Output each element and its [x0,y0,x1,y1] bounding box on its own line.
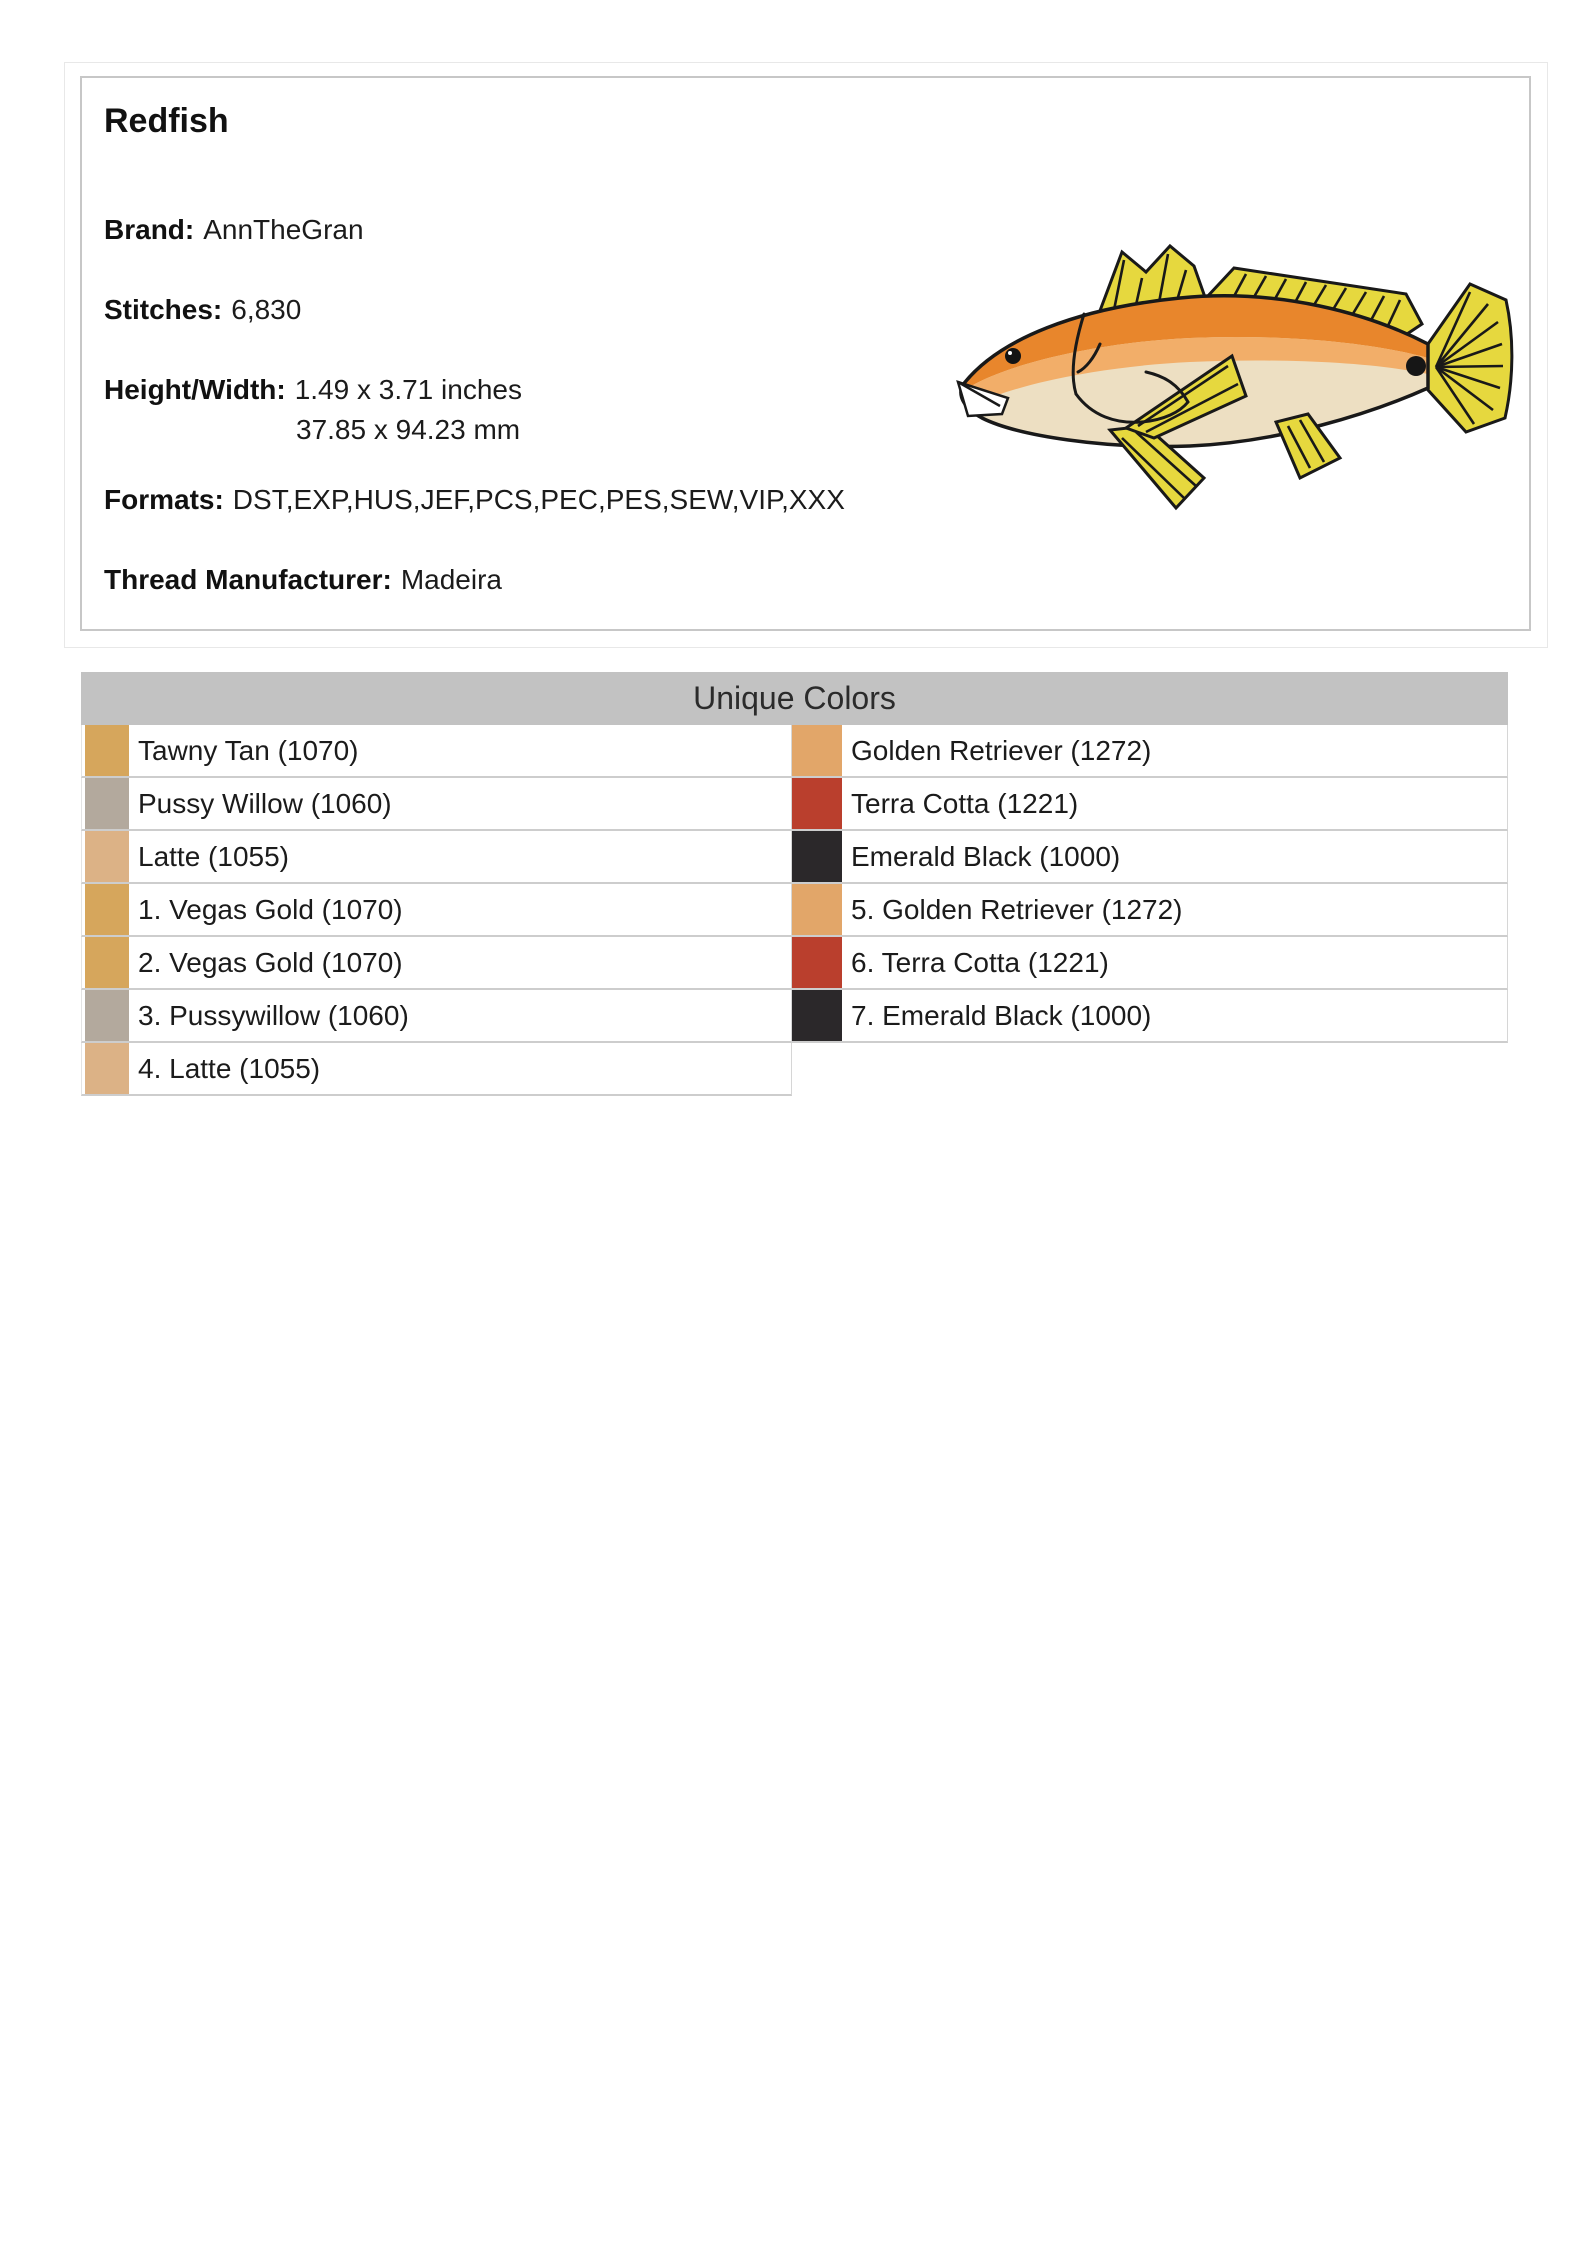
color-swatch [85,884,129,935]
color-swatch [85,725,129,776]
color-label: Emerald Black (1000) [851,841,1121,872]
color-swatch [85,778,129,829]
color-row [81,778,792,831]
color-swatch [792,884,842,935]
color-row [81,990,792,1043]
field-thread-manufacturer-value: Madeira [400,564,502,595]
field-formats [104,482,845,518]
color-swatch [792,990,842,1041]
field-stitches-value: 6,830 [231,294,302,325]
field-brand [104,212,364,248]
unique-colors-body [81,725,1508,1096]
color-row [81,937,792,990]
field-height-width [104,372,522,448]
color-label: Tawny Tan (1070) [138,735,359,766]
redfish-embroidery-image [950,226,1516,518]
color-row [792,778,1508,831]
field-stitches [104,292,301,328]
color-row [81,831,792,884]
field-stitches-label: Stitches: [104,294,223,325]
color-label: 4. Latte (1055) [138,1053,321,1084]
field-height-width-mm: 37.85 x 94.23 mm [296,414,521,445]
color-label: 2. Vegas Gold (1070) [138,947,403,978]
field-brand-value: AnnTheGran [203,214,364,245]
color-swatch [792,778,842,829]
color-label: 3. Pussywillow (1060) [138,1000,409,1031]
field-thread-manufacturer [104,562,502,598]
color-row [792,937,1508,990]
color-swatch [85,831,129,882]
color-swatch [85,990,129,1041]
color-row [792,990,1508,1043]
color-swatch [792,831,842,882]
unique-colors-table [81,672,1508,1096]
colors-column-left [81,725,792,1096]
color-row [792,831,1508,884]
color-row [81,1043,792,1096]
design-info-panel [80,76,1531,631]
color-label: Pussy Willow (1060) [138,788,392,819]
field-height-width-inches: 1.49 x 3.71 inches [294,374,522,405]
field-height-width-label: Height/Width: [104,374,286,405]
color-swatch [85,937,129,988]
color-row [81,884,792,937]
color-label: Golden Retriever (1272) [851,735,1152,766]
color-row [792,725,1508,778]
field-brand-label: Brand: [104,214,195,245]
color-swatch [85,1043,129,1094]
color-swatch [792,725,842,776]
color-label: 7. Emerald Black (1000) [851,1000,1152,1031]
field-formats-value: DST,EXP,HUS,JEF,PCS,PEC,PES,SEW,VIP,XXX [232,484,845,515]
color-label: 6. Terra Cotta (1221) [851,947,1109,978]
color-label: Latte (1055) [138,841,289,872]
color-label: 5. Golden Retriever (1272) [851,894,1183,925]
color-row [792,884,1508,937]
unique-colors-header: Unique Colors [81,672,1508,725]
field-thread-manufacturer-label: Thread Manufacturer: [104,564,392,595]
color-swatch [792,937,842,988]
color-label: 1. Vegas Gold (1070) [138,894,403,925]
colors-column-right [792,725,1508,1043]
field-formats-label: Formats: [104,484,224,515]
design-title: Redfish [104,102,229,140]
color-row [81,725,792,778]
color-label: Terra Cotta (1221) [851,788,1079,819]
